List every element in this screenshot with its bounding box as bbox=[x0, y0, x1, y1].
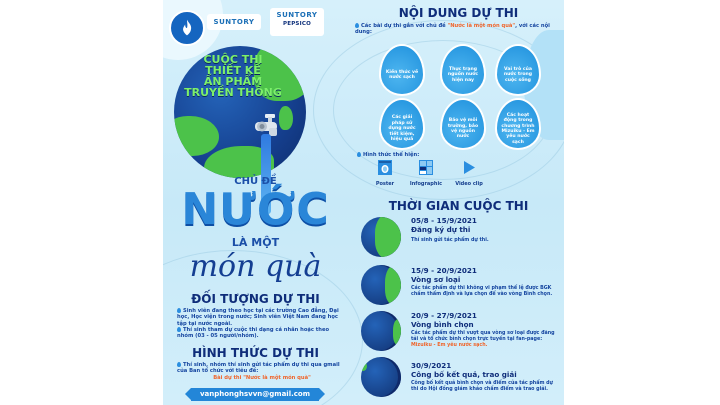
content-title: NỘI DUNG DỰ THI bbox=[398, 6, 519, 20]
infographic-icon bbox=[419, 160, 433, 175]
contest-name-line: THIẾT KẾ bbox=[205, 64, 261, 77]
contest-name-line: TRUYỀN THÔNG bbox=[184, 86, 282, 99]
audience-text: Thí sinh tham dự cuộc thi dạng cá nhân hoặc theo nhóm (03 - 05 người/nhóm). bbox=[177, 327, 330, 340]
water-drop-icon bbox=[355, 23, 359, 28]
poster-icon bbox=[378, 160, 392, 175]
theme-end-word: món quà bbox=[189, 249, 322, 284]
contest-poster bbox=[163, 0, 564, 405]
topic-text: Kiến thức về nước sạch bbox=[385, 69, 419, 80]
format-infographic bbox=[406, 160, 446, 187]
timeline-title: THỜI GIAN CUỘC THI bbox=[388, 199, 529, 213]
stage-desc bbox=[411, 331, 559, 349]
water-drop-icon bbox=[177, 327, 181, 332]
play-icon bbox=[462, 160, 476, 175]
timeline-globe-icon bbox=[361, 217, 401, 257]
youth-association-logo bbox=[169, 10, 205, 46]
audience-title: ĐỐI TƯỢNG DỰ THI bbox=[191, 292, 320, 306]
land-shape bbox=[361, 361, 367, 371]
topic-text: Thực trạng nguồn nước hiện nay bbox=[447, 66, 479, 83]
topic-text: Bảo vệ môi trường, bảo vệ nguồn nước bbox=[447, 118, 479, 140]
format-label: Video clip bbox=[455, 181, 483, 187]
email-ribbon[interactable] bbox=[191, 388, 319, 401]
contact-email[interactable]: vanphonghsvvn@gmail.com bbox=[199, 390, 311, 398]
format-poster bbox=[365, 160, 405, 187]
intro-text: Các bài dự thi gắn với chủ đề bbox=[361, 23, 448, 29]
contest-name-line: ẤN PHẨM bbox=[203, 75, 263, 88]
timeline-globe-icon bbox=[361, 357, 401, 397]
theme-mid-word: LÀ MỘT bbox=[231, 236, 280, 249]
topic-text: Các hoạt động trong chương trình Mizuiku - Em yêu nước sạch bbox=[501, 112, 535, 145]
timeline-globe-icon bbox=[361, 311, 401, 351]
sponsor-suntory-pepsico bbox=[270, 8, 324, 36]
flame-icon bbox=[176, 17, 198, 39]
email-subject: Bài dự thi "Nước là một món quà" bbox=[213, 375, 311, 381]
theme-label: CHỦ ĐỀ bbox=[234, 176, 277, 187]
land-shape bbox=[174, 116, 219, 156]
stage-date: 30/9/2021 bbox=[411, 361, 452, 370]
stage-date: 20/9 - 27/9/2021 bbox=[411, 311, 477, 320]
audience-item bbox=[177, 308, 347, 327]
contest-name bbox=[183, 54, 283, 98]
water-drop-icon bbox=[357, 152, 361, 157]
stage-desc: Các tác phẩm dự thi không vi phạm thể lệ được BGK chấm thẩm định và lựa chọn để vào vòng Bình chọn. bbox=[411, 286, 553, 297]
format-label: Poster bbox=[375, 181, 395, 187]
water-drop-icon bbox=[177, 362, 181, 367]
contest-name-line: CUỘC THI bbox=[203, 53, 263, 66]
intro-text: , với các nội dung: bbox=[355, 23, 550, 36]
stage-desc-text: Các tác phẩm dự thi vượt qua vòng sơ loại được đăng tải và tổ chức bình chọn trực tuyến tại fan-page: bbox=[411, 331, 555, 342]
intro-highlight: "Nước là một món quà" bbox=[447, 23, 516, 29]
stage-name: Đăng ký dự thi bbox=[411, 225, 471, 234]
format-video bbox=[449, 160, 489, 187]
formats-label-text: Hình thức thể hiện: bbox=[363, 152, 420, 158]
stage-name: Vòng sơ loại bbox=[411, 275, 461, 284]
timeline-globe-icon bbox=[361, 265, 401, 305]
audience-item bbox=[177, 327, 347, 340]
topic-text: Các giải pháp sử dụng nước tiết kiệm, hiệu quả bbox=[388, 115, 416, 143]
theme-main-word: NƯỚC bbox=[181, 184, 330, 235]
submission-text bbox=[177, 362, 347, 375]
content-intro bbox=[355, 23, 560, 36]
submission-title: HÌNH THỨC DỰ THI bbox=[192, 346, 319, 360]
sponsor-subname: PEPSICO bbox=[283, 21, 311, 27]
land-shape bbox=[385, 265, 401, 305]
stage-name: Công bố kết quả, trao giải bbox=[411, 370, 517, 379]
stage-date: 15/9 - 20/9/2021 bbox=[411, 266, 477, 275]
land-shape bbox=[375, 217, 401, 257]
sponsor-suntory bbox=[207, 14, 261, 30]
topic-text: Vai trò của nước trong cuộc sống bbox=[503, 66, 533, 83]
stage-date: 05/8 - 15/9/2021 bbox=[411, 216, 477, 225]
land-shape bbox=[393, 319, 401, 345]
stage-name: Vòng bình chọn bbox=[411, 320, 474, 329]
stage-desc: Công bố kết quả bình chọn và điểm của tác phẩm dự thi do Hội đồng giám khảo chấm điểm và trao giải. bbox=[411, 381, 553, 392]
water-drop-icon bbox=[177, 308, 181, 313]
stage-desc: Thí sinh gửi tác phẩm dự thi. bbox=[411, 238, 489, 243]
fanpage-link[interactable]: Mizuiku - Em yêu nước sạch. bbox=[411, 343, 488, 348]
sponsor-name: SUNTORY bbox=[276, 11, 318, 19]
audience-text: Sinh viên đang theo học tại các trường Cao đẳng, Đại học, Học viện trong nước; Sinh viên Việt Nam đang học tập tại nước ngoài. bbox=[177, 308, 339, 327]
sponsor-name: SUNTORY bbox=[213, 18, 255, 26]
format-label: Infographic bbox=[409, 181, 443, 187]
submission-instructions: Thí sinh, nhóm thí sinh gửi tác phẩm dự thi qua gmail của Ban tổ chức với tiêu đề: bbox=[177, 362, 340, 375]
formats-label bbox=[357, 152, 457, 158]
